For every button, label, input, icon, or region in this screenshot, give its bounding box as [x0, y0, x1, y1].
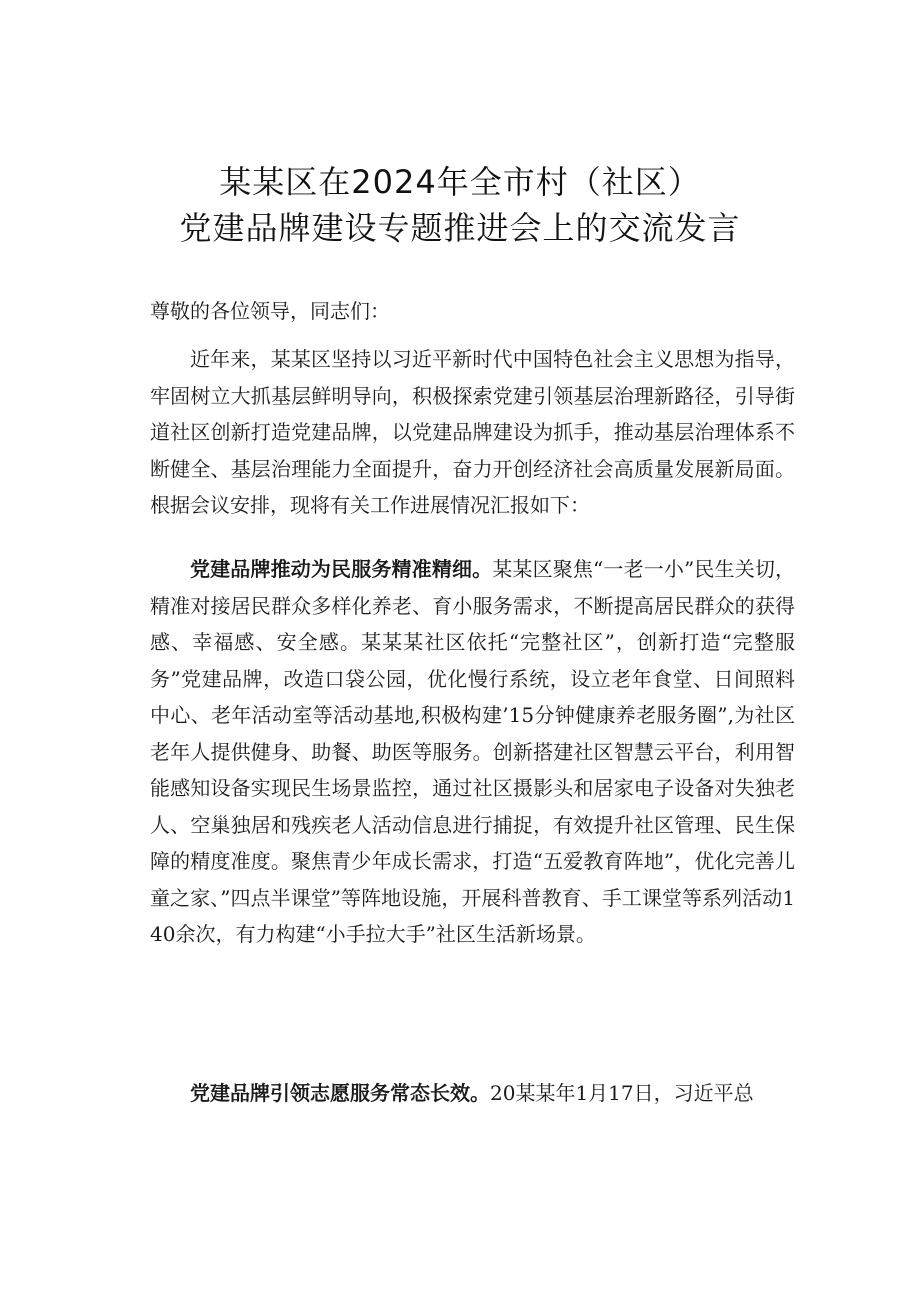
paragraph-1 [150, 341, 795, 524]
document-title-line-2: 党建品牌建设专题推进会上的交流发言 [179, 209, 741, 247]
document-title-line-1: 某某区在2024年全市村（社区） [219, 163, 701, 201]
paragraph-3 [150, 1075, 795, 1112]
salutation: 尊敬的各位领导，同志们： [150, 299, 390, 323]
paragraph-1-text: 近年来，某某区坚持以习近平新时代中国特色社会主义思想为指导，牢固树立大抓基层鲜明导向，积极探索党建引领基层治理新路径，引导街道社区创新打造党建品牌，以党建品牌建设为抓手，推动基层治理体系不断健全、基层治理能力全面提升，奋力开创经济社会高质量发展新局面。根据会议安排，现将有关工作进展情况汇报如下： [150, 347, 795, 517]
paragraph-2 [150, 551, 795, 953]
paragraph-3-lead: 党建品牌引领志愿服务常态长效。 [190, 1081, 490, 1105]
paragraph-2-lead: 党建品牌推动为民服务精准精细。 [190, 557, 493, 581]
paragraph-3-text: 20某某年1月17日，习近平总 [490, 1081, 754, 1105]
paragraph-2-text: 某某区聚焦“一老一小”民生关切，精准对接居民群众多样化养老、育小服务需求，不断提高居民群众的获得感、幸福感、安全感。某某某社区依托“完整社区”，创新打造“完整服务”党建品牌，改造口袋公园，优化慢行系统，设立老年食堂、日间照料中心、老年活动室等活动基地,积极构建’15分钟健康养老服务圈”,为社区老年人提供健身、助餐、助医等服务。创新搭建社区智慧云平台，利用智能感知设备实现民生场景监控，通过社区摄影头和居家电子设备对失独老人、空巢独居和残疾老人活动信息进行捕捉，有效提升社区管理、民生保障的精度准度。聚焦青少年成长需求，打造“五爱教育阵地”，优化完善儿童之家、”四点半课堂”等阵地设施，开展科普教育、手工课堂等系列活动140余次，有力构建“小手拉大手”社区生活新场景。 [150, 557, 796, 946]
